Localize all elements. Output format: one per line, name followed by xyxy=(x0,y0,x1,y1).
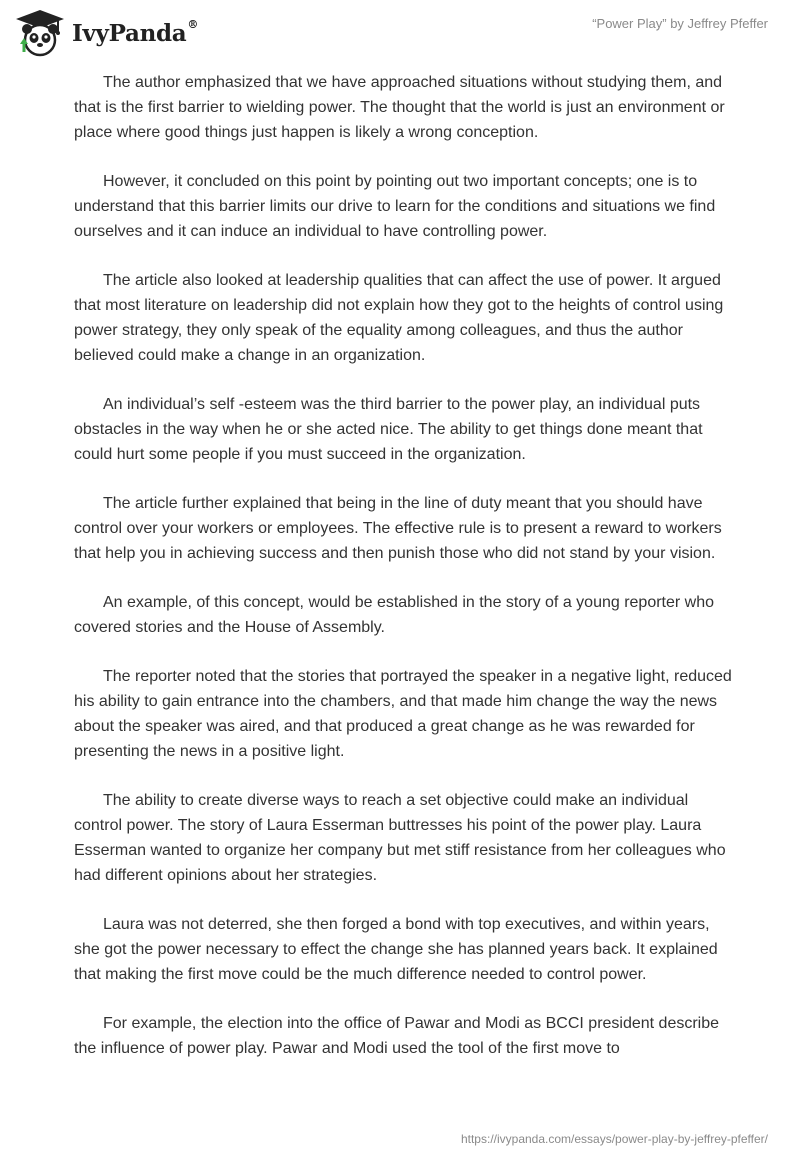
source-url-link[interactable]: https://ivypanda.com/essays/power-play-by-jeffrey-pfeffer/ xyxy=(460,1132,768,1146)
document-title: “Power Play” by Jeffrey Pfeffer xyxy=(592,16,768,31)
paragraph: The reporter noted that the stories that portrayed the speaker in a negative light, reduced his ability to gain entrance into the chambers, and that made him change the way the news about the speaker was aired, and that produced a great change as he was rewarded for presenting the news in a positive light. xyxy=(74,668,732,760)
paragraph: The ability to create diverse ways to reach a set objective could make an individual control power. The story of Laura Esserman buttresses his point of the power play. Laura Esserman wanted to organize her company but met stiff resistance from her colleagues who had different opinions about her strategies. xyxy=(74,792,726,884)
paragraph: An individual’s self -esteem was the third barrier to the power play, an individual puts obstacles in the way when he or she acted nice. The ability to get things done meant that could hurt some people if you must succeed in the organization. xyxy=(74,396,703,463)
paragraph: The author emphasized that we have approached situations without studying them, and that is the first barrier to wielding power. The thought that the world is just an environment or place where good things just happen is likely a wrong conception. xyxy=(74,74,725,141)
paragraph: An example, of this concept, would be established in the story of a young reporter who covered stories and the House of Assembly. xyxy=(74,594,715,636)
ivypanda-logo[interactable] xyxy=(14,8,198,58)
paragraph: Laura was not deterred, she then forged a bond with top executives, and within years, she got the power necessary to effect the change she has planned years back. It explained that making the first move could be the much difference needed to control power. xyxy=(74,916,718,983)
logo-wordmark: IvyPanda® xyxy=(72,17,199,47)
paragraph: The article also looked at leadership qualities that can affect the use of power. It argued that most literature on leadership did not explain how they got to the heights of control using power strategy, they only speak of the equality among colleagues, and thus the author believed could make a change in an organization. xyxy=(74,272,724,364)
page-header xyxy=(0,0,800,70)
registered-mark: ® xyxy=(187,17,199,31)
paragraph: The article further explained that being in the line of duty meant that you should have control over your workers or employees. The effective rule is to present a reward to workers that help you in achieving success and then punish those who did not stand by your vision. xyxy=(74,495,722,562)
paragraph: For example, the election into the office of Pawar and Modi as BCCI president describe the influence of power play. Pawar and Modi used the tool of the first move to xyxy=(74,1015,720,1057)
panda-graduate-icon xyxy=(14,8,66,58)
paragraph: However, it concluded on this point by pointing out two important concepts; one is to understand that this barrier limits our drive to learn for the conditions and situations we find ourselves and it can induce an individual to have controlling power. xyxy=(74,173,716,240)
essay-body xyxy=(74,70,734,1085)
